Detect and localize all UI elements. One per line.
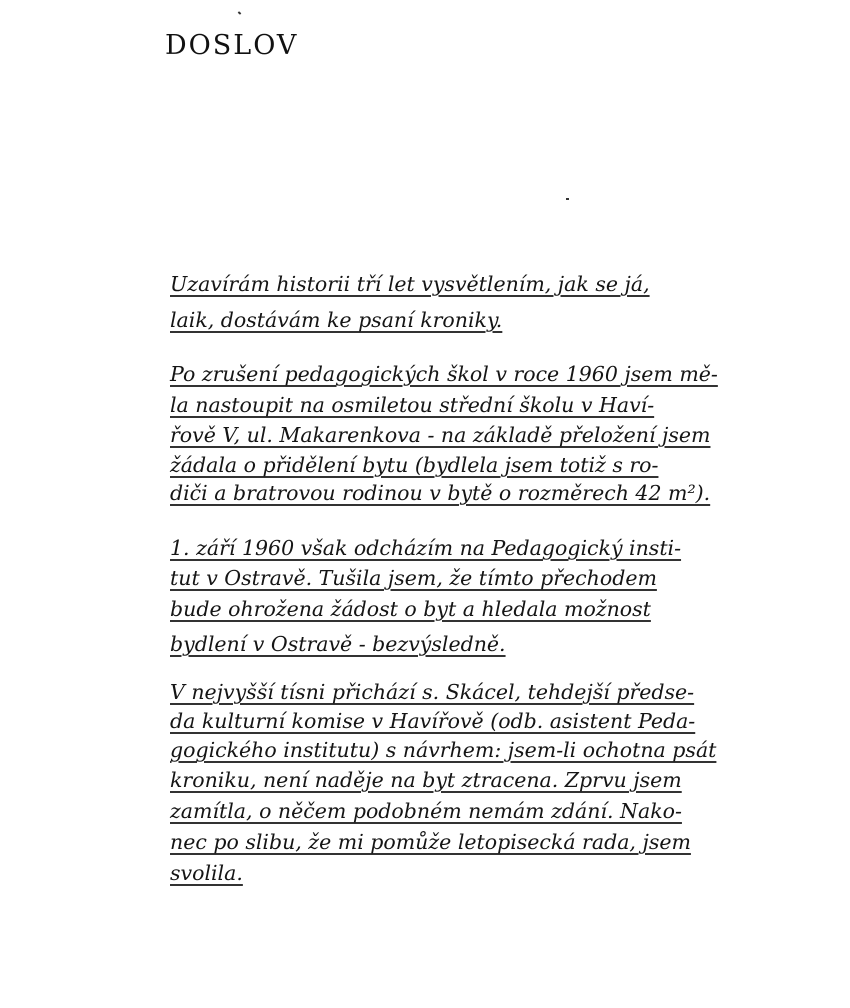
paragraph-line: 1. září 1960 však odcházím na Pedagogický insti- (170, 536, 682, 560)
paragraph-line: gogického institutu) s návrhem: jsem-li ochotna psát (170, 738, 717, 762)
paragraph-line: laik, dostávám ke psaní kroniky. (170, 308, 503, 332)
paragraph-line: da kulturní komise v Havířově (odb. asistent Peda- (170, 709, 696, 733)
paragraph-line: tut v Ostravě. Tušila jsem, že tímto přechodem (170, 566, 657, 590)
paragraph-line: žádala o přidělení bytu (bydlela jsem totiž s ro- (170, 453, 659, 477)
paragraph-line: svolila. (170, 861, 243, 885)
scan-speck (238, 11, 242, 14)
paragraph-line: V nejvyšší tísni přichází s. Skácel, tehdejší předse- (170, 680, 695, 704)
paragraph-line: řově V, ul. Makarenkova - na základě přeložení jsem (170, 423, 711, 447)
paragraph-line: nec po slibu, že mi pomůže letopisecká rada, jsem (170, 830, 691, 854)
scan-speck (566, 198, 569, 200)
paragraph-line: kroniku, není naděje na byt ztracena. Zprvu jsem (170, 768, 682, 792)
paragraph-line: Po zrušení pedagogických škol v roce 1960 jsem mě- (170, 362, 718, 386)
paragraph-line: zamítla, o něčem podobném nemám zdání. Nako- (170, 799, 682, 823)
page-title: DOSLOV (165, 30, 299, 61)
paragraph-line: diči a bratrovou rodinou v bytě o rozměrech 42 m²). (170, 481, 711, 505)
paragraph-line: la nastoupit na osmiletou střední školu v Haví- (170, 393, 655, 417)
paragraph-line: Uzavírám historii tří let vysvětlením, jak se já, (170, 272, 650, 296)
paragraph-line: bude ohrožena žádost o byt a hledala možnost (170, 597, 651, 621)
paragraph-line: bydlení v Ostravě - bezvýsledně. (170, 632, 506, 656)
